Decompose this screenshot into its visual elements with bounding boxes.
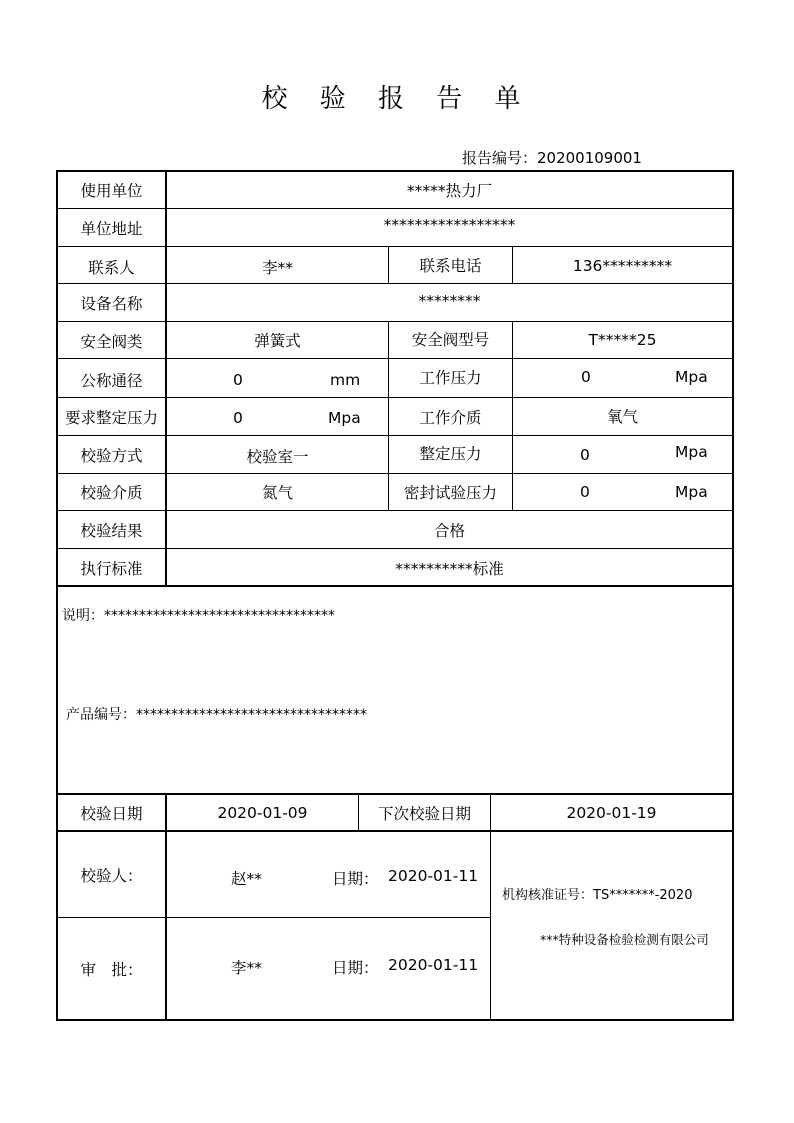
check-date-value: 2020-01-09	[217, 803, 308, 822]
company-name: ***特种设备检验检测有限公司	[540, 932, 709, 947]
description-text: 说明：*********************************	[62, 608, 335, 624]
set-pressure-unit: Mpa	[675, 443, 708, 461]
equipment-value: ********	[418, 291, 481, 310]
approver-name: 李**	[231, 959, 263, 977]
result-value: 合格	[433, 521, 465, 540]
seal-test-pressure-unit: Mpa	[675, 483, 708, 501]
check-date-label: 校验日期	[80, 804, 143, 823]
inspector-date-label: 日期：	[332, 870, 379, 888]
contact-value: 李**	[261, 258, 293, 277]
diameter-unit: mm	[330, 371, 361, 389]
standard-label: 执行标准	[80, 559, 143, 578]
certificate-number: 机构核准证号：TS*******-2020	[502, 888, 693, 903]
inspector-label: 校验人：	[80, 866, 143, 885]
approver-date-label: 日期：	[332, 959, 379, 977]
set-pressure-label: 整定压力	[419, 444, 482, 463]
next-check-date-label: 下次校验日期	[377, 804, 471, 823]
medium-value: 氮气	[261, 484, 293, 502]
approver-date: 2020-01-11	[388, 956, 479, 974]
address-value: *****************	[383, 215, 516, 234]
working-medium-value: 氧气	[606, 407, 638, 426]
working-pressure-unit: Mpa	[675, 368, 708, 386]
document-title: 校 验 报 告 单	[261, 84, 533, 114]
next-check-date-value: 2020-01-19	[566, 803, 657, 822]
contact-label: 联系人	[88, 258, 135, 277]
valve-type-label: 安全阀类	[80, 332, 143, 351]
table-border-bottom	[56, 1019, 734, 1021]
required-pressure-label: 要求整定压力	[64, 408, 158, 427]
user-unit-value: *****热力厂	[406, 181, 493, 200]
required-pressure-unit: Mpa	[328, 409, 361, 427]
working-pressure-value: 0	[581, 368, 591, 386]
required-pressure-value: 0	[233, 409, 243, 427]
equipment-label: 设备名称	[80, 294, 143, 313]
working-medium-label: 工作介质	[419, 408, 482, 427]
phone-label: 联系电话	[419, 256, 482, 275]
inspector-name: 赵**	[231, 870, 263, 888]
diameter-label: 公称通径	[80, 371, 143, 390]
seal-test-pressure-value: 0	[580, 483, 590, 501]
approver-label: 审 批：	[80, 960, 143, 979]
valve-type-value: 弹簧式	[254, 331, 301, 350]
report-number: 报告编号：20200109001	[462, 149, 642, 167]
valve-model-value: T*****25	[588, 330, 657, 349]
phone-value: 136*********	[572, 256, 673, 275]
result-label: 校验结果	[80, 521, 143, 540]
method-label: 校验方式	[80, 446, 143, 465]
address-label: 单位地址	[80, 219, 143, 238]
user-unit-label: 使用单位	[80, 181, 143, 200]
standard-value: **********标准	[395, 559, 504, 578]
valve-model-label: 安全阀型号	[411, 330, 490, 349]
diameter-value: 0	[233, 371, 243, 389]
inspector-date: 2020-01-11	[388, 867, 479, 885]
method-value: 校验室一	[246, 447, 309, 466]
table-border-right	[732, 170, 734, 1021]
medium-label: 校验介质	[80, 484, 143, 502]
product-number-text: 产品编号：*********************************	[66, 707, 367, 723]
working-pressure-label: 工作压力	[419, 368, 482, 387]
seal-test-pressure-label: 密封试验压力	[403, 484, 497, 502]
set-pressure-value: 0	[580, 446, 590, 464]
